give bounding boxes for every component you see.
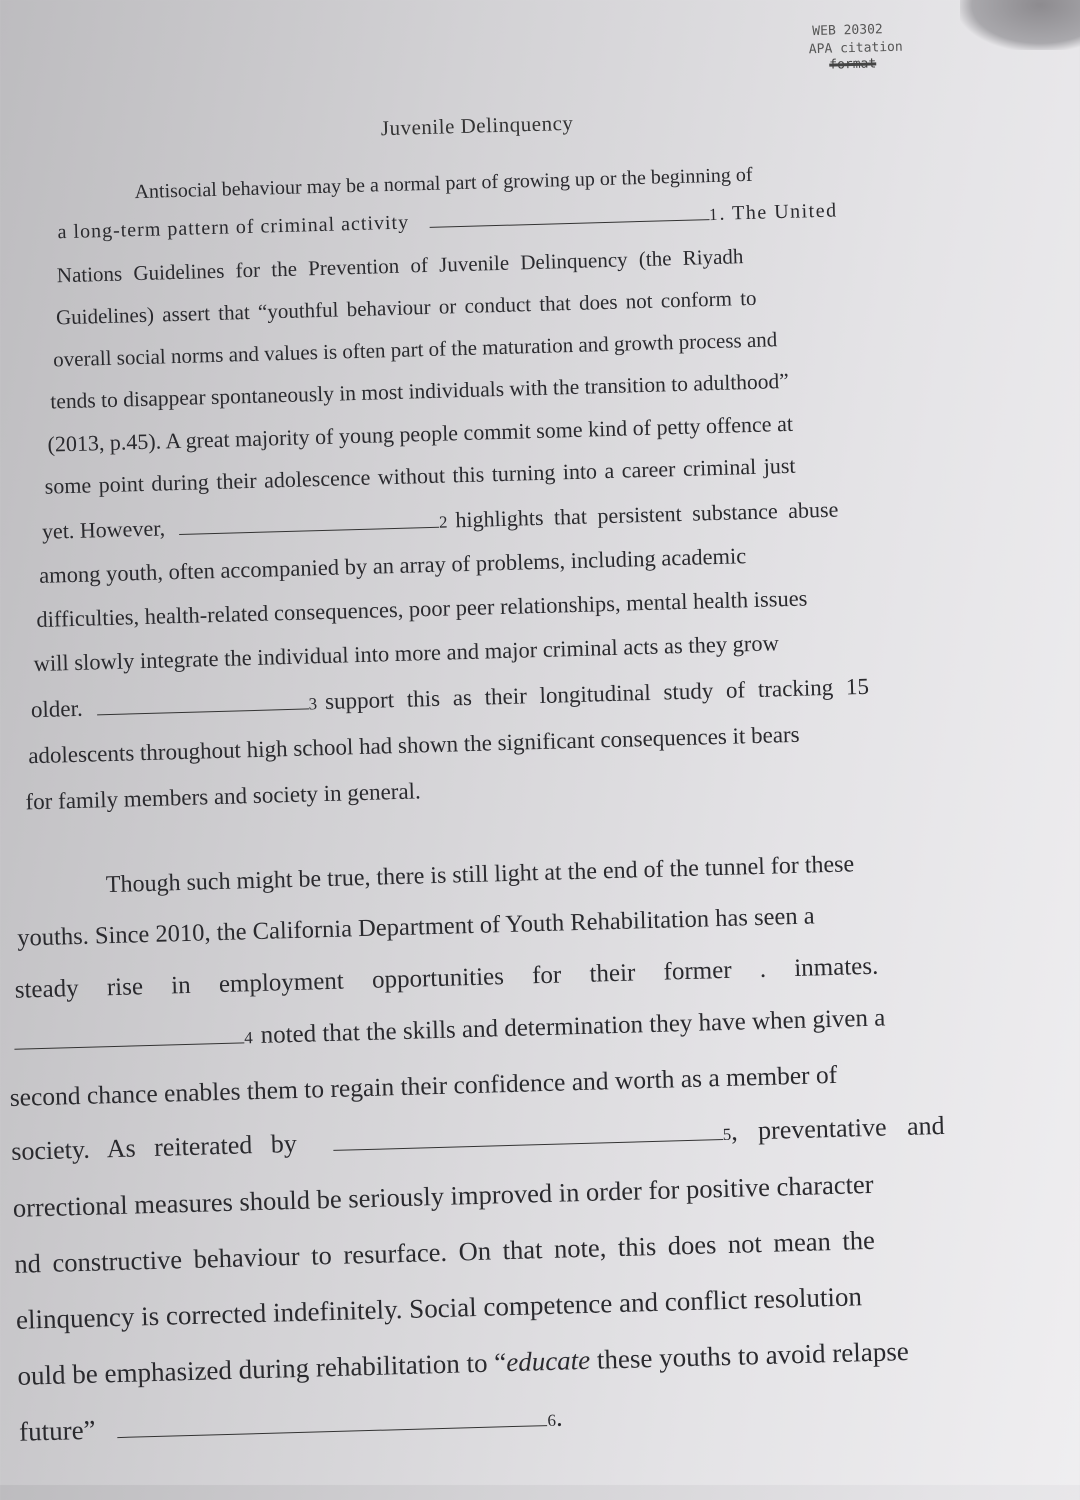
text-line: adolescents throughout high school had shown the significant consequences it bears bbox=[27, 721, 800, 769]
text-line: a long-term pattern of criminal activity 1 . The United bbox=[57, 199, 838, 244]
text-line: tends to disappear spontaneously in most individuals with the transition to adulthood” bbox=[50, 368, 790, 414]
citation-blank-2[interactable] bbox=[179, 527, 439, 535]
footnote-1: 1 bbox=[708, 204, 718, 225]
text-line: future” 6 . bbox=[18, 1401, 564, 1447]
document-title: Juvenile Delinquency bbox=[380, 110, 574, 141]
footnote-2: 2 bbox=[438, 512, 448, 532]
text-line: Guidelines) assert that “youthful behaviour or conduct that does not conform to bbox=[55, 285, 757, 330]
text-line: ould be emphasized during rehabilitation to “ educate these youths to avoid relapse bbox=[17, 1335, 910, 1391]
footnote-6: 6 bbox=[547, 1410, 557, 1431]
text-line: older. 3 support this as their longitudinal study of tracking 15 bbox=[30, 673, 870, 723]
citation-style: APA citation bbox=[808, 39, 903, 58]
text-line: will slowly integrate the individual into more and major criminal acts as they grow bbox=[33, 630, 780, 677]
text-line: orrectional measures should be seriously improved in order for positive character bbox=[12, 1168, 874, 1223]
text-line: overall social norms and values is often part of the maturation and growth process and bbox=[52, 327, 778, 372]
text-line: some point during their adolescence without this turning into a career criminal just bbox=[44, 452, 796, 499]
struck-format-label: format bbox=[829, 56, 877, 73]
text-line: elinquency is corrected indefinitely. Social competence and conflict resolution bbox=[15, 1281, 863, 1335]
citation-blank-5[interactable] bbox=[333, 1139, 723, 1151]
footnote-3: 3 bbox=[308, 694, 318, 714]
text-line: difficulties, health-related consequences, poor peer relationships, mental health issues bbox=[36, 585, 808, 633]
course-code: WEB 20302 bbox=[812, 22, 883, 40]
text-line: among youth, often accompanied by an array of problems, including academic bbox=[38, 543, 747, 588]
text-line: youths. Since 2010, the California Department of Youth Rehabilitation has seen a bbox=[16, 902, 815, 952]
text-line: for family members and society in general. bbox=[25, 778, 422, 815]
text-line: Antisocial behaviour may be a normal part of growing up or the beginning of bbox=[134, 163, 753, 204]
citation-blank-6[interactable] bbox=[118, 1425, 548, 1438]
citation-blank-4[interactable] bbox=[14, 1042, 244, 1049]
citation-blank-3[interactable] bbox=[97, 708, 309, 715]
text-line: (2013, p.45). A great majority of young people commit some kind of petty offence at bbox=[47, 410, 794, 457]
text-line: society. As reiterated by 5 , preventative and bbox=[10, 1110, 945, 1166]
citation-blank-1[interactable] bbox=[429, 219, 709, 228]
text-line: Nations Guidelines for the Prevention of Juvenile Delinquency (the Riyadh bbox=[56, 244, 744, 288]
footnote-5: 5 bbox=[722, 1124, 732, 1145]
text-line: 4 noted that the skills and determination they have when given a bbox=[8, 999, 1080, 1077]
text-line: nd constructive behaviour to resurface. On that note, this does not mean the bbox=[14, 1224, 876, 1279]
text-line: steady rise in employment opportunities for their former . inmates. bbox=[14, 952, 879, 1004]
text-line: yet. However, 2 highlights that persistent substance abuse bbox=[41, 496, 839, 544]
footnote-4: 4 bbox=[243, 1028, 253, 1048]
text-line: Though such might be true, there is still light at the end of the tunnel for these bbox=[105, 851, 855, 899]
text-line: second chance enables them to regain their confidence and worth as a member of bbox=[9, 1059, 838, 1112]
